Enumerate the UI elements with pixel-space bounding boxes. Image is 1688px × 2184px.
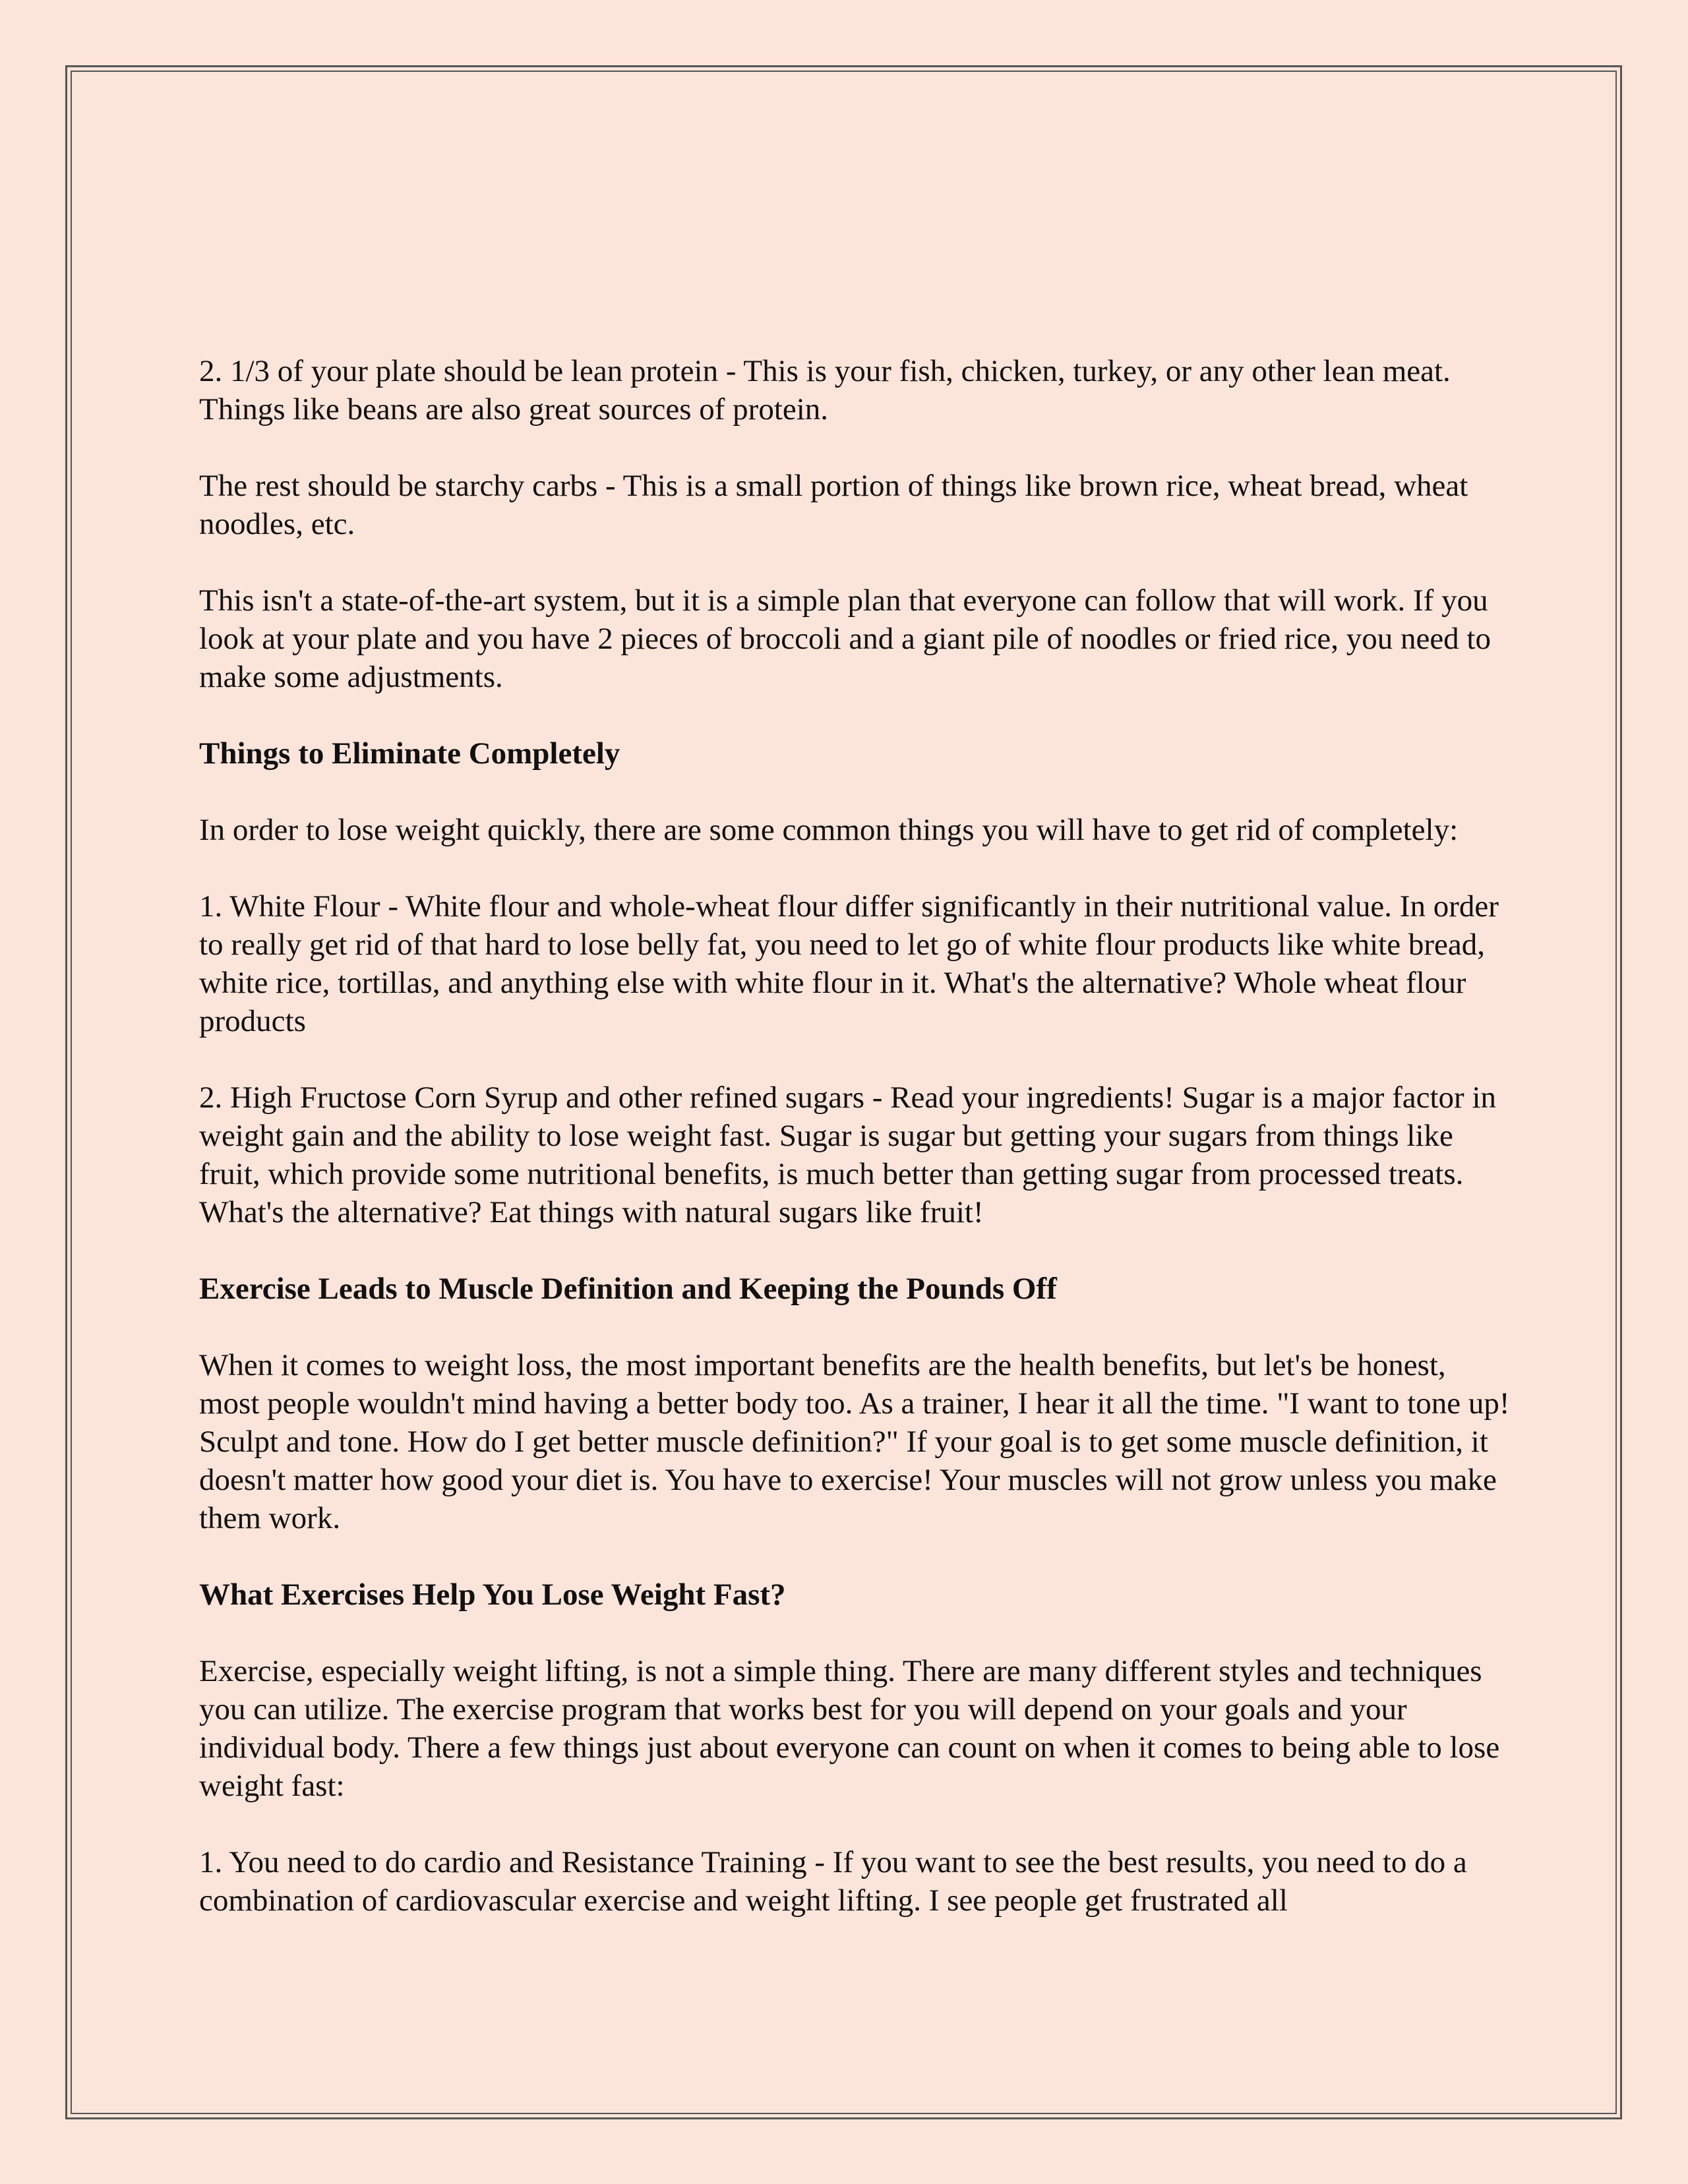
paragraph-simple-plan: This isn't a state-of-the-art system, but it is a simple plan that everyone can follow that will work. If you look at your plate and you have 2 pieces of broccoli and a giant pile of noodles or fried rice, you need to make some adjustments. <box>199 583 1491 694</box>
paragraph-lean-protein: 2. 1/3 of your plate should be lean protein - This is your fish, chicken, turkey, or any other lean meat. Things like beans are also great sources of protein. <box>199 354 1451 427</box>
paragraph-exercise-styles: Exercise, especially weight lifting, is not a simple thing. There are many different styles and techniques you can utilize. The exercise program that works best for you will depend on your goals and your individual body. There a few things just about everyone can count on when it comes to being able to lose weight fast: <box>199 1654 1500 1803</box>
paragraph-cardio-resistance: 1. You need to do cardio and Resistance Training - If you want to see the best results, you need to do a combination of cardiovascular exercise and weight lifting. I see people get frustrated all <box>199 1845 1467 1918</box>
heading-exercise-muscle-definition: Exercise Leads to Muscle Definition and Keeping the Pounds Off <box>199 1272 1057 1306</box>
heading-things-to-eliminate: Things to Eliminate Completely <box>199 736 620 771</box>
paragraph-weight-loss-benefits: When it comes to weight loss, the most important benefits are the health benefits, but let's be honest, most people wouldn't mind having a better body too. As a trainer, I hear it all the time. "I want to tone up! Sculpt and tone. How do I get better muscle definition?" If your goal is to get some muscle definition, it doesn't matter how good your diet is. You have to exercise! Your muscles will not grow unless you make them work. <box>199 1348 1510 1535</box>
paragraph-starchy-carbs: The rest should be starchy carbs - This is a small portion of things like brown rice, wheat bread, wheat noodles, etc. <box>199 469 1468 541</box>
paragraph-corn-syrup: 2. High Fructose Corn Syrup and other refined sugars - Read your ingredients! Sugar is a major factor in weight gain and the ability to lose weight fast. Sugar is sugar but getting your sugars from things like fruit, which provide some nutritional benefits, is much better than getting sugar from processed treats. What's the alternative? Eat things with natural sugars like fruit! <box>199 1080 1497 1229</box>
paragraph-lose-weight-quickly: In order to lose weight quickly, there are some common things you will have to get rid of completely: <box>199 813 1459 847</box>
heading-what-exercises: What Exercises Help You Lose Weight Fast? <box>199 1578 786 1612</box>
document-body <box>199 352 1511 1920</box>
paragraph-white-flour: 1. White Flour - White flour and whole-wheat flour differ significantly in their nutritional value. In order to really get rid of that hard to lose belly fat, you need to let go of white flour products like white bread, white rice, tortillas, and anything else with white flour in it. What's the alternative? Whole wheat flour products <box>199 889 1499 1038</box>
